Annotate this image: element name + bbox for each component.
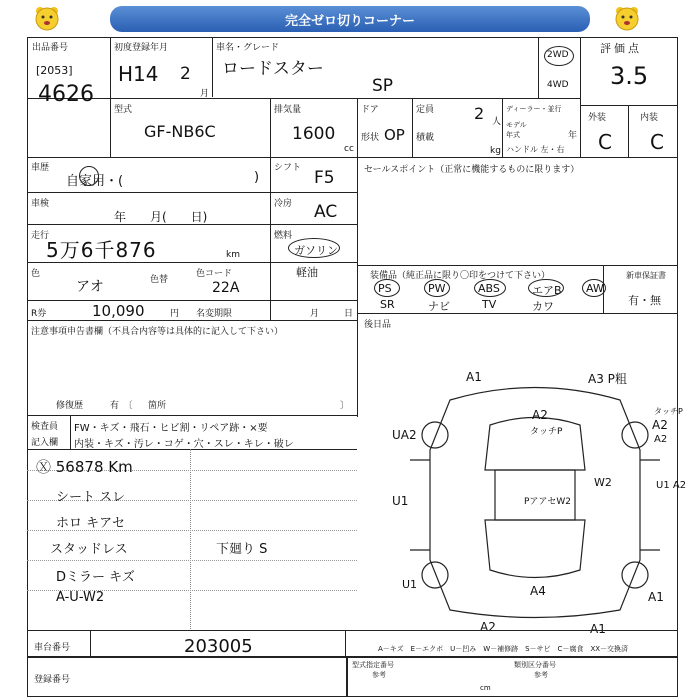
equipment-ps: PS: [378, 282, 392, 295]
shift-label: シフト: [274, 163, 302, 173]
handle-label: ハンドル 左・右: [506, 145, 565, 154]
mileage-value: 5万6千876: [46, 238, 157, 262]
mark-front-a3: A3 P粗: [588, 372, 627, 386]
model-name: ロードスター: [222, 59, 324, 79]
drive-2wd: 2WD: [547, 50, 569, 60]
mark-left-ua2: UA2: [392, 428, 417, 442]
fuel-diesel: 軽油: [296, 266, 318, 279]
shape-value: OP: [384, 126, 405, 144]
registration-box: [27, 657, 347, 697]
class-number-label: 類別区分番号: [514, 661, 556, 669]
mark-hood-a2: A2: [532, 408, 548, 422]
note-line-4: スタッドレス: [50, 542, 128, 557]
capacity-value: 2: [474, 104, 485, 123]
repair-close: 〕: [340, 401, 350, 411]
color-value: アオ: [76, 279, 104, 295]
mark-right-u1: U1 A2: [656, 480, 687, 491]
nameplate-label: 名変期限: [196, 309, 233, 319]
type-designation-label: 型式指定番号: [352, 661, 394, 669]
score-value: 3.5: [610, 62, 649, 90]
score-label: 評価点: [600, 42, 642, 55]
mileage-unit: km: [226, 250, 240, 260]
shift-value: F5: [314, 168, 335, 188]
mark-roof: PアアセW2: [524, 497, 571, 507]
type-designation-ref: 参考: [372, 671, 386, 679]
inspector-line1: FW・キズ・飛石・ヒビ割・リペア跡・×要: [74, 423, 268, 434]
equipment-airbag: エアB: [532, 284, 562, 297]
chassis-number: 203005: [184, 636, 253, 657]
fuel-label: 燃料: [274, 231, 293, 241]
mark-rear-left-u1: U1: [402, 578, 418, 591]
mark-rear-right-a1: A1: [648, 590, 664, 604]
recycle-label: R券: [31, 309, 47, 319]
inspector-label: 検査員: [31, 422, 59, 432]
dealer-label: ディーラー・並行: [506, 105, 562, 113]
equipment-leather: カワ: [532, 300, 554, 313]
sales-point-label: セールスポイント（正常に機能するものに限ります）: [364, 165, 580, 175]
mark-touch-p: タッチP: [530, 427, 563, 437]
color-code: 22A: [212, 280, 240, 296]
color-label: 色: [31, 269, 41, 279]
doors-label: ドア: [361, 105, 379, 115]
nameplate-month: 月: [310, 309, 320, 319]
load-label: 積載: [416, 133, 435, 143]
mark-front-a1: A1: [466, 370, 482, 384]
note-line-1: Ⓧ 56878 Km: [36, 458, 133, 476]
recycle-value: 10,090: [92, 302, 145, 320]
first-reg-month: 2: [180, 64, 191, 84]
mark-right-w2: W2: [594, 476, 612, 489]
later-items-label: 後日品: [364, 320, 392, 330]
recycle-unit: 円: [170, 309, 180, 319]
ac-value: AC: [314, 202, 338, 222]
warranty-label: 新車保証書: [626, 271, 666, 280]
fuel-gasoline: ガソリン: [294, 244, 338, 257]
bear-mascot-icon: [612, 4, 642, 34]
class-number-ref: 参考: [534, 671, 548, 679]
cm-unit: cm: [480, 684, 491, 692]
warranty-value: 有・無: [628, 294, 661, 307]
history-label: 車歴: [31, 163, 50, 173]
capacity-label: 定員: [416, 105, 435, 115]
first-reg-month-unit: 月: [200, 89, 210, 99]
displacement-unit: cc: [344, 144, 354, 154]
type-value: GF-NB6C: [144, 122, 216, 141]
model-year-label: モデル年式: [506, 121, 527, 139]
lot-session: [2053]: [36, 64, 73, 77]
declaration-label: 注意事項申告書欄（不具合内容等は具体的に記入して下さい）: [31, 327, 284, 337]
repair-part: 箇所: [148, 401, 167, 411]
exterior-label: 外装: [588, 113, 607, 123]
year-unit: 年: [568, 131, 578, 141]
nameplate-day: 日: [344, 309, 354, 319]
interior-label: 内装: [640, 113, 659, 123]
inspector-entry-label: 記入欄: [31, 438, 59, 448]
damage-legend: A－キズ E－エクボ U－凹み W－補修跡 S－サビ C－腐食 XX－交換済: [378, 645, 629, 653]
mark-right-front-a2: A2: [652, 418, 668, 432]
equipment-aw: AW: [586, 282, 604, 295]
mark-rear-a2: A2: [480, 620, 496, 634]
mileage-label: 走行: [31, 231, 50, 241]
lot-number: 4626: [38, 82, 94, 107]
interior-grade: C: [650, 130, 664, 154]
drive-4wd: 4WD: [547, 80, 569, 90]
equipment-sr: SR: [380, 298, 395, 311]
equipment-label: 装備品（純正品に限り〇印をつけて下さい）: [370, 271, 551, 281]
type-label: 型式: [114, 105, 133, 115]
bear-mascot-icon: [32, 4, 62, 34]
inspector-line2: 内装・キズ・汚レ・コゲ・穴・スレ・キレ・破レ: [74, 439, 294, 450]
equipment-pw: PW: [428, 282, 446, 295]
capacity-unit: 人: [492, 117, 502, 127]
repair-label: 修復歴: [56, 401, 84, 411]
inspection-date: 年 月( 日): [114, 210, 208, 224]
history-close: ): [254, 170, 260, 185]
note-line-3: ホロ キアセ: [56, 516, 126, 531]
first-reg-year: H14: [118, 62, 159, 86]
page-title: 完全ゼロ切りコーナー: [110, 6, 590, 32]
mark-left-u1: U1: [392, 494, 409, 508]
equipment-abs: ABS: [478, 282, 500, 295]
color-change-label: 色替: [150, 275, 169, 285]
equipment-navi: ナビ: [428, 300, 450, 313]
shape-label: 形状: [361, 133, 380, 143]
history-value: 自家用・(: [66, 174, 124, 189]
note-line-5: Dミラー キズ: [56, 570, 135, 585]
mark-trunk-a4: A4: [530, 584, 546, 598]
load-unit: kg: [490, 146, 501, 156]
model-grade: SP: [372, 76, 394, 96]
note-line-6: A-U-W2: [56, 590, 105, 605]
mark-touch-p2: タッチP: [654, 407, 683, 416]
inspection-label: 車検: [31, 199, 50, 209]
history-circle: [79, 166, 99, 186]
lot-label: 出品番号: [32, 43, 69, 53]
note-line-2: シート スレ: [56, 490, 126, 505]
color-code-label: 色コード: [196, 269, 233, 279]
model-label: 車名・グレード: [216, 43, 280, 53]
mark-rear-a1: A1: [590, 622, 606, 636]
chassis-label: 車台番号: [34, 643, 71, 653]
exterior-grade: C: [598, 130, 612, 154]
mark-right-front-a2b: A2: [654, 434, 668, 445]
first-reg-label: 初度登録年月: [114, 43, 169, 53]
displacement-value: 1600: [292, 124, 336, 144]
equipment-tv: TV: [482, 298, 497, 311]
ac-label: 冷房: [274, 199, 293, 209]
registration-label: 登録番号: [34, 675, 71, 685]
repair-value: 有 〔: [110, 401, 133, 411]
note-line-7: 下廻り S: [216, 542, 268, 557]
displacement-label: 排気量: [274, 105, 302, 115]
spec-box: [347, 657, 678, 697]
